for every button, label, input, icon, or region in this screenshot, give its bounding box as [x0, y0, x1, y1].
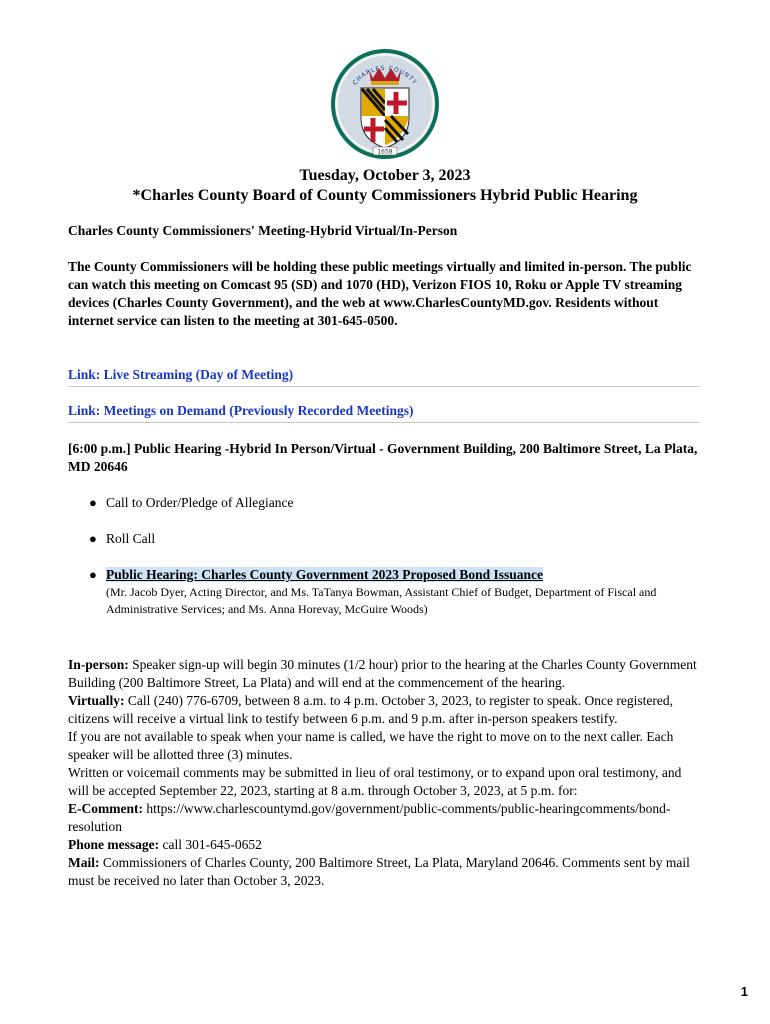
mail-label: Mail:: [68, 855, 100, 870]
meetings-on-demand-row: [68, 402, 700, 423]
notice-paragraph: If you are not available to speak when your name is called, we have the right to move on to the next caller. Each speaker will be allotted three (3) minutes.: [68, 729, 674, 762]
seal-year: 1658: [377, 148, 393, 156]
virtual-paragraph: [68, 692, 700, 728]
agenda-list-container: [68, 494, 700, 512]
meeting-heading: Charles County Commissioners' Meeting-Hybrid Virtual/In-Person: [68, 223, 458, 238]
agenda-list: [68, 530, 700, 548]
agenda-list-container: [68, 530, 700, 548]
live-streaming-link[interactable]: Link: Live Streaming (Day of Meeting): [68, 367, 294, 382]
phone-text: call 301-645-0652: [159, 837, 262, 852]
hearing-heading: [6:00 p.m.] Public Hearing -Hybrid In Person/Virtual - Government Building, 200 Baltimore Street, La Plata, MD 20646: [68, 441, 698, 474]
virtual-text: Call (240) 776-6709, between 8 a.m. to 4 p.m. October 3, 2023, to register to speak. Once registered, citizens will receive a virtual link to testify between 6 p.m. and 9 p.m. after in-person speakers testify.: [68, 693, 673, 726]
bullet-icon: ●: [89, 495, 97, 510]
live-stream-row: [68, 366, 700, 387]
bullet-icon: ●: [89, 567, 97, 582]
meeting-date: Tuesday, October 3, 2023: [299, 167, 471, 184]
mail-text: Commissioners of Charles County, 200 Baltimore Street, La Plata, Maryland 20646. Comments sent by mail must be received no later than October 3, 2023.: [68, 855, 690, 888]
in-person-label: In-person:: [68, 657, 129, 672]
e-comment-paragraph: [68, 800, 700, 836]
phone-label: Phone message:: [68, 837, 160, 852]
county-seal-logo: [329, 48, 441, 160]
agenda-item-text: Roll Call: [106, 531, 156, 546]
seal-text: CHARLES COUNTY: [351, 64, 419, 87]
agenda-list-container: [68, 566, 700, 618]
intro-paragraph: The County Commissioners will be holding these public meetings virtually and limited in-person. The public can watch this meeting on Comcast 95 (SD) and 1070 (HD), Verizon FIOS 10, Roku or Apple TV streaming devices (Charles County Government), and the web at www.CharlesCountyMD.gov. Residents without internet service can listen to the meeting at 301-645-0500.: [68, 259, 692, 328]
e-comment-url[interactable]: https://www.charlescountymd.gov/government/public-comments/public-hearingcomments/bond-resolution: [68, 801, 671, 834]
in-person-paragraph: [68, 656, 700, 692]
page-number: 1: [740, 984, 748, 999]
meetings-on-demand-link[interactable]: Link: Meetings on Demand (Previously Recorded Meetings): [68, 403, 414, 418]
agenda-list: [68, 494, 700, 512]
agenda-item: [68, 494, 700, 512]
public-hearing-link[interactable]: Public Hearing: Charles County Government 2023 Proposed Bond Issuance: [106, 567, 544, 582]
agenda-list: [68, 566, 700, 584]
mail-paragraph: [68, 854, 700, 890]
presenters-text: (Mr. Jacob Dyer, Acting Director, and Ms. TaTanya Bowman, Assistant Chief of Budget, Department of Fiscal and Administrative Services; and Ms. Anna Horevay, McGuire Woods): [106, 585, 657, 616]
phone-paragraph: [68, 836, 700, 854]
agenda-item: [68, 530, 700, 548]
details-section: [68, 656, 700, 890]
agenda-item-text: Call to Order/Pledge of Allegiance: [106, 495, 294, 510]
virtual-label: Virtually:: [68, 693, 125, 708]
e-comment-label: E-Comment:: [68, 801, 143, 816]
agenda-item: [68, 566, 700, 584]
in-person-text: Speaker sign-up will begin 30 minutes (1/2 hour) prior to the hearing at the Charles County Government Building (200 Baltimore Street, La Plata) and will end at the commencement of the hearing.: [68, 657, 697, 690]
written-comments-paragraph: Written or voicemail comments may be submitted in lieu of oral testimony, or to expand upon oral testimony, and will be accepted September 22, 2023, starting at 8 a.m. through October 3, 2023, at 5 p.m. for:: [68, 765, 682, 798]
bullet-icon: ●: [89, 531, 97, 546]
page-title: *Charles County Board of County Commissioners Hybrid Public Hearing: [132, 187, 638, 204]
